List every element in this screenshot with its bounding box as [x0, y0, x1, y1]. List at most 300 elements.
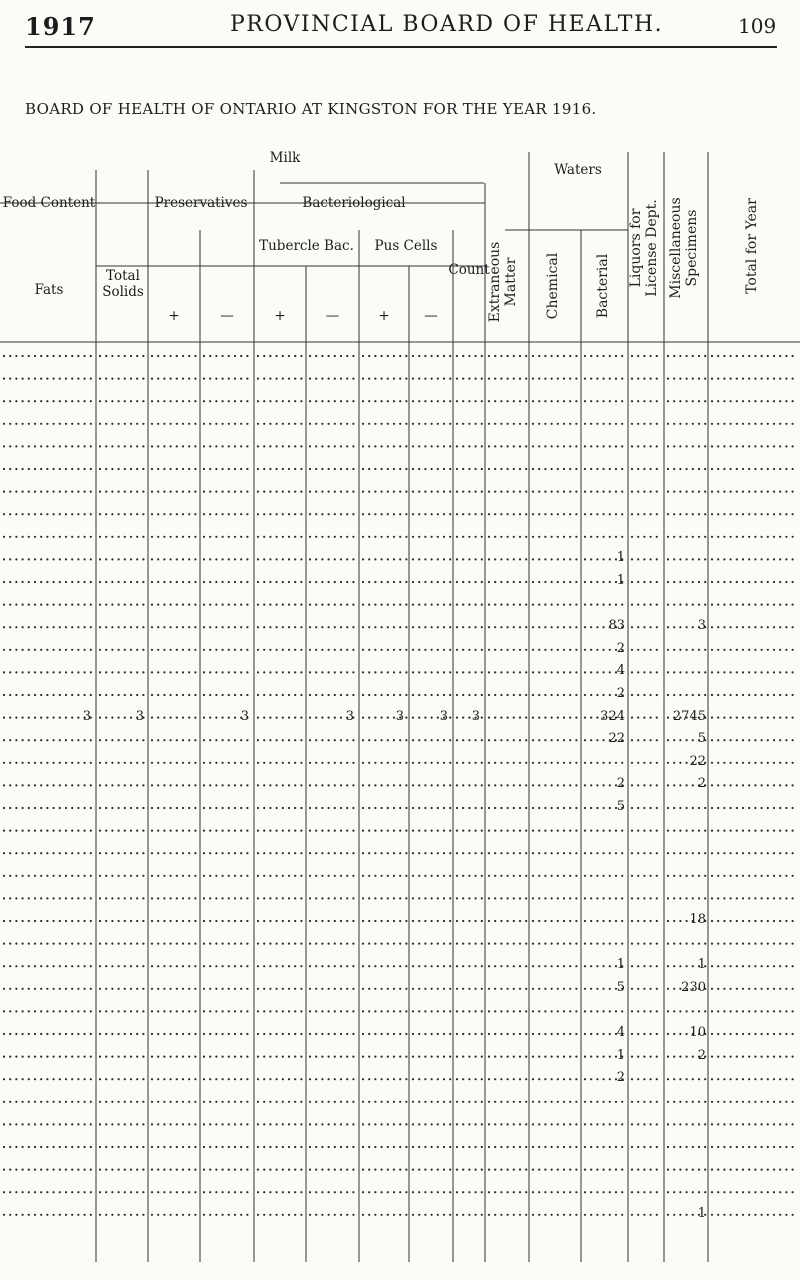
leader-dot — [269, 558, 271, 560]
leader-dot — [34, 626, 36, 628]
leader-dot — [667, 378, 669, 380]
leader-dot — [228, 852, 230, 854]
leader-dot — [569, 1146, 571, 1148]
leader-dot — [443, 626, 445, 628]
leader-dot — [563, 1078, 565, 1080]
leader-dot — [704, 807, 706, 809]
leader-dot — [773, 1123, 775, 1125]
leader-dot — [698, 830, 700, 832]
leader-dot — [176, 468, 178, 470]
leader-dot — [711, 988, 713, 990]
leader-dot — [656, 400, 658, 402]
leader-dot — [381, 1078, 383, 1080]
leader-dot — [40, 830, 42, 832]
leader-dot — [263, 830, 265, 832]
cell-misc: 2 — [697, 776, 706, 792]
leader-dot — [77, 468, 79, 470]
leader-dot — [328, 1101, 330, 1103]
leader-dot — [362, 355, 364, 357]
leader-dot — [328, 943, 330, 945]
leader-dot — [118, 423, 120, 425]
leader-dot — [246, 988, 248, 990]
leader-dot — [182, 1214, 184, 1216]
leader-dot — [194, 491, 196, 493]
leader-dot — [84, 671, 86, 673]
leader-dot — [334, 671, 336, 673]
leader-dot — [194, 784, 196, 786]
leader-dot — [228, 1214, 230, 1216]
leader-dot — [481, 988, 483, 990]
leader-dot — [551, 762, 553, 764]
leader-dot — [603, 875, 605, 877]
leader-dot — [3, 762, 5, 764]
leader-dot — [71, 536, 73, 538]
leader-dot — [449, 920, 451, 922]
leader-dot — [631, 1056, 633, 1058]
leader-dot — [170, 1056, 172, 1058]
leader-dot — [136, 355, 138, 357]
leader-dot — [711, 852, 713, 854]
leader-dot — [730, 830, 732, 832]
chemical-header: Chemical — [545, 252, 561, 320]
leader-dot — [603, 897, 605, 899]
leader-dot — [130, 739, 132, 741]
leader-dot — [136, 581, 138, 583]
leader-dot — [621, 1010, 623, 1012]
leader-dot — [481, 649, 483, 651]
leader-dot — [563, 649, 565, 651]
leader-dot — [596, 830, 598, 832]
leader-dot — [352, 649, 354, 651]
leader-dot — [28, 830, 30, 832]
leader-dot — [321, 1056, 323, 1058]
leader-dot — [309, 649, 311, 651]
leader-dot — [494, 355, 496, 357]
leader-dot — [118, 626, 120, 628]
leader-dot — [507, 965, 509, 967]
leader-dot — [667, 807, 669, 809]
leader-dot — [263, 1123, 265, 1125]
leader-dot — [157, 807, 159, 809]
leader-dot — [773, 536, 775, 538]
leader-dot — [551, 1033, 553, 1035]
leader-dot — [9, 1146, 11, 1148]
leader-dot — [368, 445, 370, 447]
leader-dot — [282, 445, 284, 447]
leader-dot — [538, 400, 540, 402]
leader-dot — [418, 400, 420, 402]
leader-dot — [468, 355, 470, 357]
leader-dot — [309, 807, 311, 809]
leader-dot — [723, 445, 725, 447]
leader-dot — [584, 1146, 586, 1148]
leader-dot — [481, 694, 483, 696]
leader-dot — [263, 1101, 265, 1103]
liquors-line2: License Dept. — [644, 199, 660, 297]
leader-dot — [698, 694, 700, 696]
leader-dot — [475, 1214, 477, 1216]
leader-dot — [667, 943, 669, 945]
leader-dot — [315, 558, 317, 560]
leader-dot — [621, 400, 623, 402]
leader-dot — [53, 513, 55, 515]
leader-dot — [563, 445, 565, 447]
leader-dot — [246, 875, 248, 877]
leader-dot — [234, 1146, 236, 1148]
leader-dot — [748, 717, 750, 719]
leader-dot — [257, 1191, 259, 1193]
leader-dot — [105, 694, 107, 696]
leader-dot — [346, 378, 348, 380]
leader-dot — [449, 965, 451, 967]
leader-dot — [381, 1146, 383, 1148]
leader-dot — [209, 1078, 211, 1080]
leader-dot — [717, 536, 719, 538]
leader-dot — [643, 762, 645, 764]
leader-dot — [176, 762, 178, 764]
leader-dot — [525, 400, 527, 402]
leader-dot — [340, 604, 342, 606]
leader-dot — [15, 1191, 17, 1193]
leader-dot — [111, 762, 113, 764]
leader-dot — [84, 1010, 86, 1012]
leader-dot — [730, 965, 732, 967]
leader-dot — [468, 965, 470, 967]
leader-dot — [717, 965, 719, 967]
leader-dot — [9, 762, 11, 764]
leader-dot — [424, 1214, 426, 1216]
leader-dot — [754, 807, 756, 809]
leader-dot — [615, 1146, 617, 1148]
leader-dot — [692, 807, 694, 809]
leader-dot — [276, 423, 278, 425]
leader-dot — [643, 897, 645, 899]
leader-dot — [340, 558, 342, 560]
leader-dot — [412, 445, 414, 447]
leader-dot — [754, 513, 756, 515]
leader-dot — [462, 762, 464, 764]
leader-dot — [717, 875, 719, 877]
leader-dot — [257, 830, 259, 832]
leader-dot — [194, 1033, 196, 1035]
leader-dot — [105, 604, 107, 606]
leader-dot — [437, 536, 439, 538]
leader-dot — [418, 965, 420, 967]
leader-dot — [182, 717, 184, 719]
leader-dot — [723, 513, 725, 515]
leader-dot — [257, 536, 259, 538]
leader-dot — [621, 875, 623, 877]
leader-dot — [362, 1056, 364, 1058]
leader-dot — [28, 965, 30, 967]
leader-dot — [424, 762, 426, 764]
leader-dot — [118, 943, 120, 945]
leader-dot — [692, 400, 694, 402]
leader-dot — [176, 988, 178, 990]
leader-dot — [723, 717, 725, 719]
leader-dot — [615, 378, 617, 380]
leader-dot — [203, 1146, 205, 1148]
leader-dot — [609, 378, 611, 380]
leader-dot — [257, 1101, 259, 1103]
leader-dot — [609, 491, 611, 493]
leader-dot — [650, 468, 652, 470]
leader-dot — [488, 1214, 490, 1216]
leader-dot — [500, 1056, 502, 1058]
leader-dot — [188, 558, 190, 560]
leader-dot — [424, 649, 426, 651]
leader-dot — [754, 1214, 756, 1216]
leader-dot — [767, 1146, 769, 1148]
leader-dot — [77, 784, 79, 786]
leader-dot — [544, 1010, 546, 1012]
leader-dot — [368, 513, 370, 515]
leader-dot — [282, 1191, 284, 1193]
leader-dot — [387, 897, 389, 899]
leader-dot — [615, 400, 617, 402]
leader-dot — [157, 400, 159, 402]
leader-dot — [3, 1078, 5, 1080]
leader-dot — [163, 830, 165, 832]
leader-dot — [575, 1169, 577, 1171]
leader-dot — [163, 1056, 165, 1058]
leader-dot — [481, 536, 483, 538]
leader-dot — [637, 468, 639, 470]
leader-dot — [157, 784, 159, 786]
leader-dot — [362, 807, 364, 809]
leader-dot — [462, 649, 464, 651]
leader-dot — [321, 1146, 323, 1148]
leader-dot — [111, 739, 113, 741]
leader-dot — [754, 1169, 756, 1171]
leader-dot — [300, 423, 302, 425]
leader-dot — [328, 830, 330, 832]
leader-dot — [449, 491, 451, 493]
leader-dot — [730, 1101, 732, 1103]
leader-dot — [538, 762, 540, 764]
leader-dot — [362, 1214, 364, 1216]
leader-dot — [321, 739, 323, 741]
leader-dot — [368, 852, 370, 854]
leader-dot — [99, 626, 101, 628]
leader-dot — [46, 445, 48, 447]
leader-dot — [405, 897, 407, 899]
leader-dot — [59, 897, 61, 899]
leader-dot — [621, 920, 623, 922]
leader-dot — [288, 1146, 290, 1148]
leader-dot — [321, 626, 323, 628]
leader-dot — [431, 762, 433, 764]
leader-dot — [584, 784, 586, 786]
leader-dot — [157, 739, 159, 741]
leader-dot — [9, 423, 11, 425]
leader-dot — [650, 513, 652, 515]
leader-dot — [494, 830, 496, 832]
leader-dot — [309, 445, 311, 447]
leader-dot — [590, 875, 592, 877]
leader-dot — [368, 1191, 370, 1193]
leader-dot — [717, 762, 719, 764]
leader-dot — [9, 784, 11, 786]
leader-dot — [257, 1169, 259, 1171]
leader-dot — [785, 1078, 787, 1080]
leader-dot — [15, 852, 17, 854]
leader-dot — [525, 920, 527, 922]
leader-dot — [340, 694, 342, 696]
leader-dot — [340, 671, 342, 673]
leader-dot — [475, 988, 477, 990]
leader-dot — [456, 400, 458, 402]
leader-dot — [328, 581, 330, 583]
leader-dot — [424, 1056, 426, 1058]
leader-dot — [698, 355, 700, 357]
leader-dot — [723, 830, 725, 832]
leader-dot — [475, 807, 477, 809]
leader-dot — [346, 1033, 348, 1035]
leader-dot — [157, 649, 159, 651]
leader-dot — [717, 649, 719, 651]
leader-dot — [334, 581, 336, 583]
leader-dot — [679, 875, 681, 877]
leader-dot — [418, 1214, 420, 1216]
leader-dot — [142, 943, 144, 945]
leader-dot — [263, 920, 265, 922]
leader-dot — [334, 558, 336, 560]
leader-dot — [124, 536, 126, 538]
leader-dot — [71, 739, 73, 741]
leader-dot — [673, 604, 675, 606]
leader-dot — [105, 920, 107, 922]
leader-dot — [431, 626, 433, 628]
leader-dot — [468, 1146, 470, 1148]
leader-dot — [263, 536, 265, 538]
leader-dot — [656, 671, 658, 673]
leader-dot — [532, 762, 534, 764]
leader-dot — [736, 1056, 738, 1058]
leader-dot — [761, 762, 763, 764]
leader-dot — [673, 943, 675, 945]
leader-dot — [151, 1123, 153, 1125]
leader-dot — [431, 400, 433, 402]
leader-dot — [462, 1123, 464, 1125]
leader-dot — [9, 875, 11, 877]
leader-dot — [525, 604, 527, 606]
leader-dot — [99, 943, 101, 945]
leader-dot — [792, 671, 794, 673]
leader-dot — [551, 1146, 553, 1148]
leader-dot — [405, 694, 407, 696]
leader-dot — [90, 445, 92, 447]
leader-dot — [368, 536, 370, 538]
leader-dot — [222, 1056, 224, 1058]
leader-dot — [234, 604, 236, 606]
leader-dot — [736, 649, 738, 651]
leader-dot — [656, 875, 658, 877]
leader-dot — [698, 875, 700, 877]
leader-dot — [59, 536, 61, 538]
leader-dot — [118, 649, 120, 651]
leader-dot — [334, 784, 336, 786]
leader-dot — [209, 1146, 211, 1148]
leader-dot — [309, 400, 311, 402]
leader-dot — [443, 1101, 445, 1103]
leader-dot — [362, 739, 364, 741]
leader-dot — [99, 468, 101, 470]
leader-dot — [362, 852, 364, 854]
leader-dot — [288, 875, 290, 877]
leader-dot — [569, 739, 571, 741]
leader-dot — [309, 671, 311, 673]
leader-dot — [679, 852, 681, 854]
leader-dot — [53, 784, 55, 786]
leader-dot — [785, 445, 787, 447]
leader-dot — [437, 649, 439, 651]
leader-dot — [692, 852, 694, 854]
leader-dot — [222, 694, 224, 696]
leader-dot — [215, 1033, 217, 1035]
leader-dot — [209, 739, 211, 741]
leader-dot — [28, 626, 30, 628]
leader-dot — [387, 739, 389, 741]
leader-dot — [393, 581, 395, 583]
leader-dot — [412, 988, 414, 990]
leader-dot — [90, 694, 92, 696]
leader-dot — [393, 604, 395, 606]
leader-dot — [643, 852, 645, 854]
leader-dot — [118, 807, 120, 809]
leader-dot — [209, 965, 211, 967]
leader-dot — [773, 807, 775, 809]
leader-dot — [315, 1169, 317, 1171]
leader-dot — [643, 965, 645, 967]
leader-dot — [513, 830, 515, 832]
leader-dot — [228, 378, 230, 380]
leader-dot — [263, 581, 265, 583]
leader-dot — [686, 513, 688, 515]
leader-dot — [142, 1010, 144, 1012]
leader-dot — [779, 875, 781, 877]
leader-dot — [157, 445, 159, 447]
leader-dot — [643, 513, 645, 515]
leader-dot — [234, 1123, 236, 1125]
leader-dot — [28, 581, 30, 583]
leader-dot — [105, 423, 107, 425]
leader-dot — [263, 943, 265, 945]
leader-dot — [621, 762, 623, 764]
leader-dot — [449, 1078, 451, 1080]
leader-dot — [631, 445, 633, 447]
leader-dot — [263, 1214, 265, 1216]
leader-dot — [494, 897, 496, 899]
leader-dot — [46, 468, 48, 470]
leader-dot — [246, 1010, 248, 1012]
leader-dot — [412, 784, 414, 786]
leader-dot — [321, 920, 323, 922]
leader-dot — [170, 1146, 172, 1148]
leader-dot — [257, 513, 259, 515]
leader-dot — [194, 513, 196, 515]
leader-dot — [288, 558, 290, 560]
leader-dot — [761, 1169, 763, 1171]
leader-dot — [773, 739, 775, 741]
leader-dot — [294, 1146, 296, 1148]
leader-dot — [538, 491, 540, 493]
leader-dot — [362, 762, 364, 764]
leader-dot — [142, 423, 144, 425]
leader-dot — [631, 468, 633, 470]
leader-dot — [194, 671, 196, 673]
leader-dot — [650, 1056, 652, 1058]
